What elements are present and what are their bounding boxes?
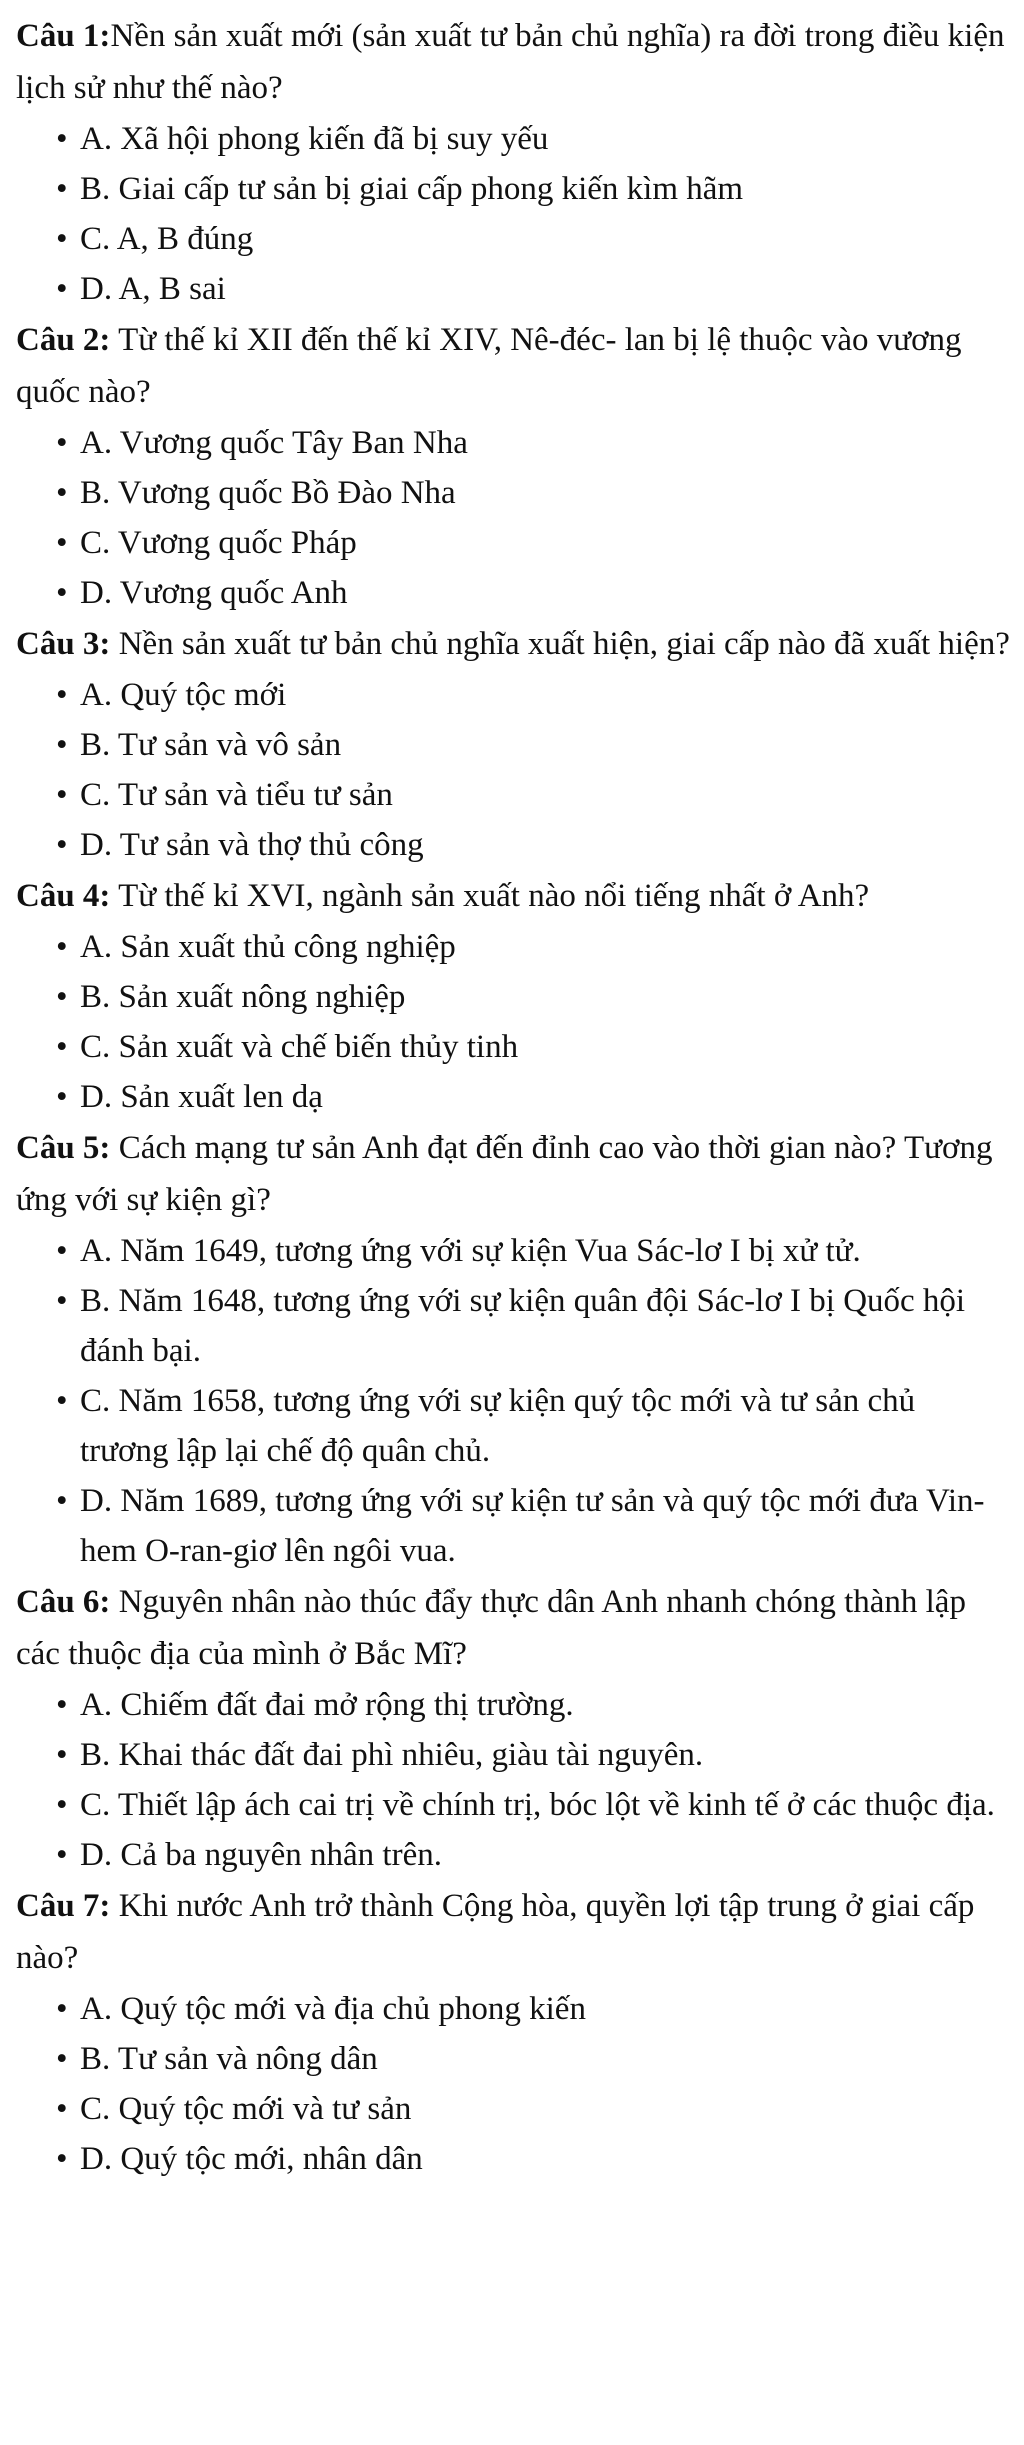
option-text: A. Sản xuất thủ công nghiệp — [80, 929, 456, 965]
bullet-icon: • — [56, 727, 68, 763]
question-3 — [16, 618, 1010, 870]
question-label: Câu 4: — [16, 878, 111, 914]
option-text: A. Vương quốc Tây Ban Nha — [80, 425, 468, 461]
option-b — [56, 164, 1010, 214]
bullet-icon: • — [56, 1787, 68, 1823]
question-text — [16, 1122, 1010, 1226]
bullet-icon: • — [56, 1837, 68, 1873]
option-text: C. Vương quốc Pháp — [80, 525, 357, 561]
option-c — [56, 1780, 1010, 1830]
option-b — [56, 2034, 1010, 2084]
bullet-icon: • — [56, 1991, 68, 2027]
option-c — [56, 770, 1010, 820]
option-text: C. Quý tộc mới và tư sản — [80, 2091, 412, 2127]
option-d — [56, 2134, 1010, 2184]
bullet-icon: • — [56, 827, 68, 863]
question-body: Nền sản xuất tư bản chủ nghĩa xuất hiện, giai cấp nào đã xuất hiện? — [110, 626, 1010, 662]
question-label: Câu 2: — [16, 322, 111, 358]
option-text: C. Sản xuất và chế biến thủy tinh — [80, 1029, 519, 1065]
option-text: A. Chiếm đất đai mở rộng thị trường. — [80, 1687, 574, 1723]
option-text: C. Thiết lập ách cai trị về chính trị, bóc lột về kinh tế ở các thuộc địa. — [80, 1787, 995, 1823]
option-text: D. A, B sai — [80, 271, 226, 307]
option-text: B. Tư sản và nông dân — [80, 2041, 378, 2077]
question-body: Nền sản xuất mới (sản xuất tư bản chủ nghĩa) ra đời trong điều kiện lịch sử như thế nào? — [16, 18, 1005, 106]
option-text: C. Tư sản và tiểu tư sản — [80, 777, 393, 813]
bullet-icon: • — [56, 1687, 68, 1723]
bullet-icon: • — [56, 777, 68, 813]
bullet-icon: • — [56, 1383, 68, 1419]
question-text — [16, 10, 1010, 114]
option-text: B. Vương quốc Bồ Đào Nha — [80, 475, 456, 511]
bullet-icon: • — [56, 2041, 68, 2077]
question-label: Câu 6: — [16, 1584, 111, 1620]
option-b — [56, 972, 1010, 1022]
option-d — [56, 1476, 1010, 1576]
option-c — [56, 214, 1010, 264]
question-1 — [16, 10, 1010, 314]
option-text: A. Xã hội phong kiến đã bị suy yếu — [80, 121, 549, 157]
question-label: Câu 1: — [16, 18, 111, 54]
question-6 — [16, 1576, 1010, 1880]
question-label: Câu 7: — [16, 1888, 111, 1924]
question-2 — [16, 314, 1010, 618]
question-text — [16, 618, 1010, 670]
bullet-icon: • — [56, 1029, 68, 1065]
bullet-icon: • — [56, 1079, 68, 1115]
option-a — [56, 114, 1010, 164]
option-b — [56, 468, 1010, 518]
bullet-icon: • — [56, 171, 68, 207]
option-text: A. Quý tộc mới và địa chủ phong kiến — [80, 1991, 586, 2027]
bullet-icon: • — [56, 1483, 68, 1519]
option-b — [56, 720, 1010, 770]
option-d — [56, 568, 1010, 618]
question-text — [16, 870, 1010, 922]
option-a — [56, 418, 1010, 468]
option-c — [56, 2084, 1010, 2134]
option-text: D. Quý tộc mới, nhân dân — [80, 2141, 423, 2177]
option-text: D. Cả ba nguyên nhân trên. — [80, 1837, 442, 1873]
option-c — [56, 1376, 1010, 1476]
option-text: C. A, B đúng — [80, 221, 254, 257]
bullet-icon: • — [56, 979, 68, 1015]
bullet-icon: • — [56, 1283, 68, 1319]
question-text — [16, 1576, 1010, 1680]
option-text: D. Tư sản và thợ thủ công — [80, 827, 424, 863]
question-7 — [16, 1880, 1010, 2184]
option-a — [56, 1680, 1010, 1730]
bullet-icon: • — [56, 2091, 68, 2127]
option-d — [56, 264, 1010, 314]
option-text: B. Giai cấp tư sản bị giai cấp phong kiến kìm hãm — [80, 171, 744, 207]
question-4 — [16, 870, 1010, 1122]
option-text: D. Năm 1689, tương ứng với sự kiện tư sản và quý tộc mới đưa Vin- hem O-ran-giơ lên ngôi vua. — [80, 1483, 985, 1569]
question-label: Câu 5: — [16, 1130, 111, 1166]
option-a — [56, 1984, 1010, 2034]
bullet-icon: • — [56, 425, 68, 461]
bullet-icon: • — [56, 575, 68, 611]
bullet-icon: • — [56, 929, 68, 965]
bullet-icon: • — [56, 525, 68, 561]
bullet-icon: • — [56, 121, 68, 157]
option-d — [56, 1830, 1010, 1880]
bullet-icon: • — [56, 475, 68, 511]
option-text: B. Tư sản và vô sản — [80, 727, 342, 763]
option-text: B. Sản xuất nông nghiệp — [80, 979, 406, 1015]
question-body: Từ thế kỉ XVI, ngành sản xuất nào nổi tiếng nhất ở Anh? — [110, 878, 870, 914]
option-b — [56, 1730, 1010, 1780]
bullet-icon: • — [56, 271, 68, 307]
option-a — [56, 1226, 1010, 1276]
bullet-icon: • — [56, 221, 68, 257]
option-text: C. Năm 1658, tương ứng với sự kiện quý tộc mới và tư sản chủ trương lập lại chế độ quân chủ. — [80, 1383, 916, 1469]
question-text — [16, 1880, 1010, 1984]
question-label: Câu 3: — [16, 626, 111, 662]
option-b — [56, 1276, 1010, 1376]
question-body: Khi nước Anh trở thành Cộng hòa, quyền lợi tập trung ở giai cấp nào? — [16, 1888, 975, 1976]
question-text — [16, 314, 1010, 418]
option-text: D. Sản xuất len dạ — [80, 1079, 323, 1115]
option-text: A. Quý tộc mới — [80, 677, 287, 713]
bullet-icon: • — [56, 1233, 68, 1269]
bullet-icon: • — [56, 677, 68, 713]
option-text: A. Năm 1649, tương ứng với sự kiện Vua Sác-lơ I bị xử tử. — [80, 1233, 861, 1269]
bullet-icon: • — [56, 2141, 68, 2177]
question-body: Từ thế kỉ XII đến thế kỉ XIV, Nê-đéc- lan bị lệ thuộc vào vương quốc nào? — [16, 322, 962, 410]
option-c — [56, 1022, 1010, 1072]
bullet-icon: • — [56, 1737, 68, 1773]
option-d — [56, 1072, 1010, 1122]
option-text: B. Khai thác đất đai phì nhiêu, giàu tài nguyên. — [80, 1737, 704, 1773]
option-a — [56, 670, 1010, 720]
option-d — [56, 820, 1010, 870]
option-text: B. Năm 1648, tương ứng với sự kiện quân đội Sác-lơ I bị Quốc hội đánh bại. — [80, 1283, 966, 1369]
option-text: D. Vương quốc Anh — [80, 575, 348, 611]
question-body: Cách mạng tư sản Anh đạt đến đỉnh cao vào thời gian nào? Tương ứng với sự kiện gì? — [16, 1130, 993, 1218]
question-5 — [16, 1122, 1010, 1576]
option-a — [56, 922, 1010, 972]
option-c — [56, 518, 1010, 568]
question-body: Nguyên nhân nào thúc đẩy thực dân Anh nhanh chóng thành lập các thuộc địa của mình ở Bắc Mĩ? — [16, 1584, 966, 1672]
